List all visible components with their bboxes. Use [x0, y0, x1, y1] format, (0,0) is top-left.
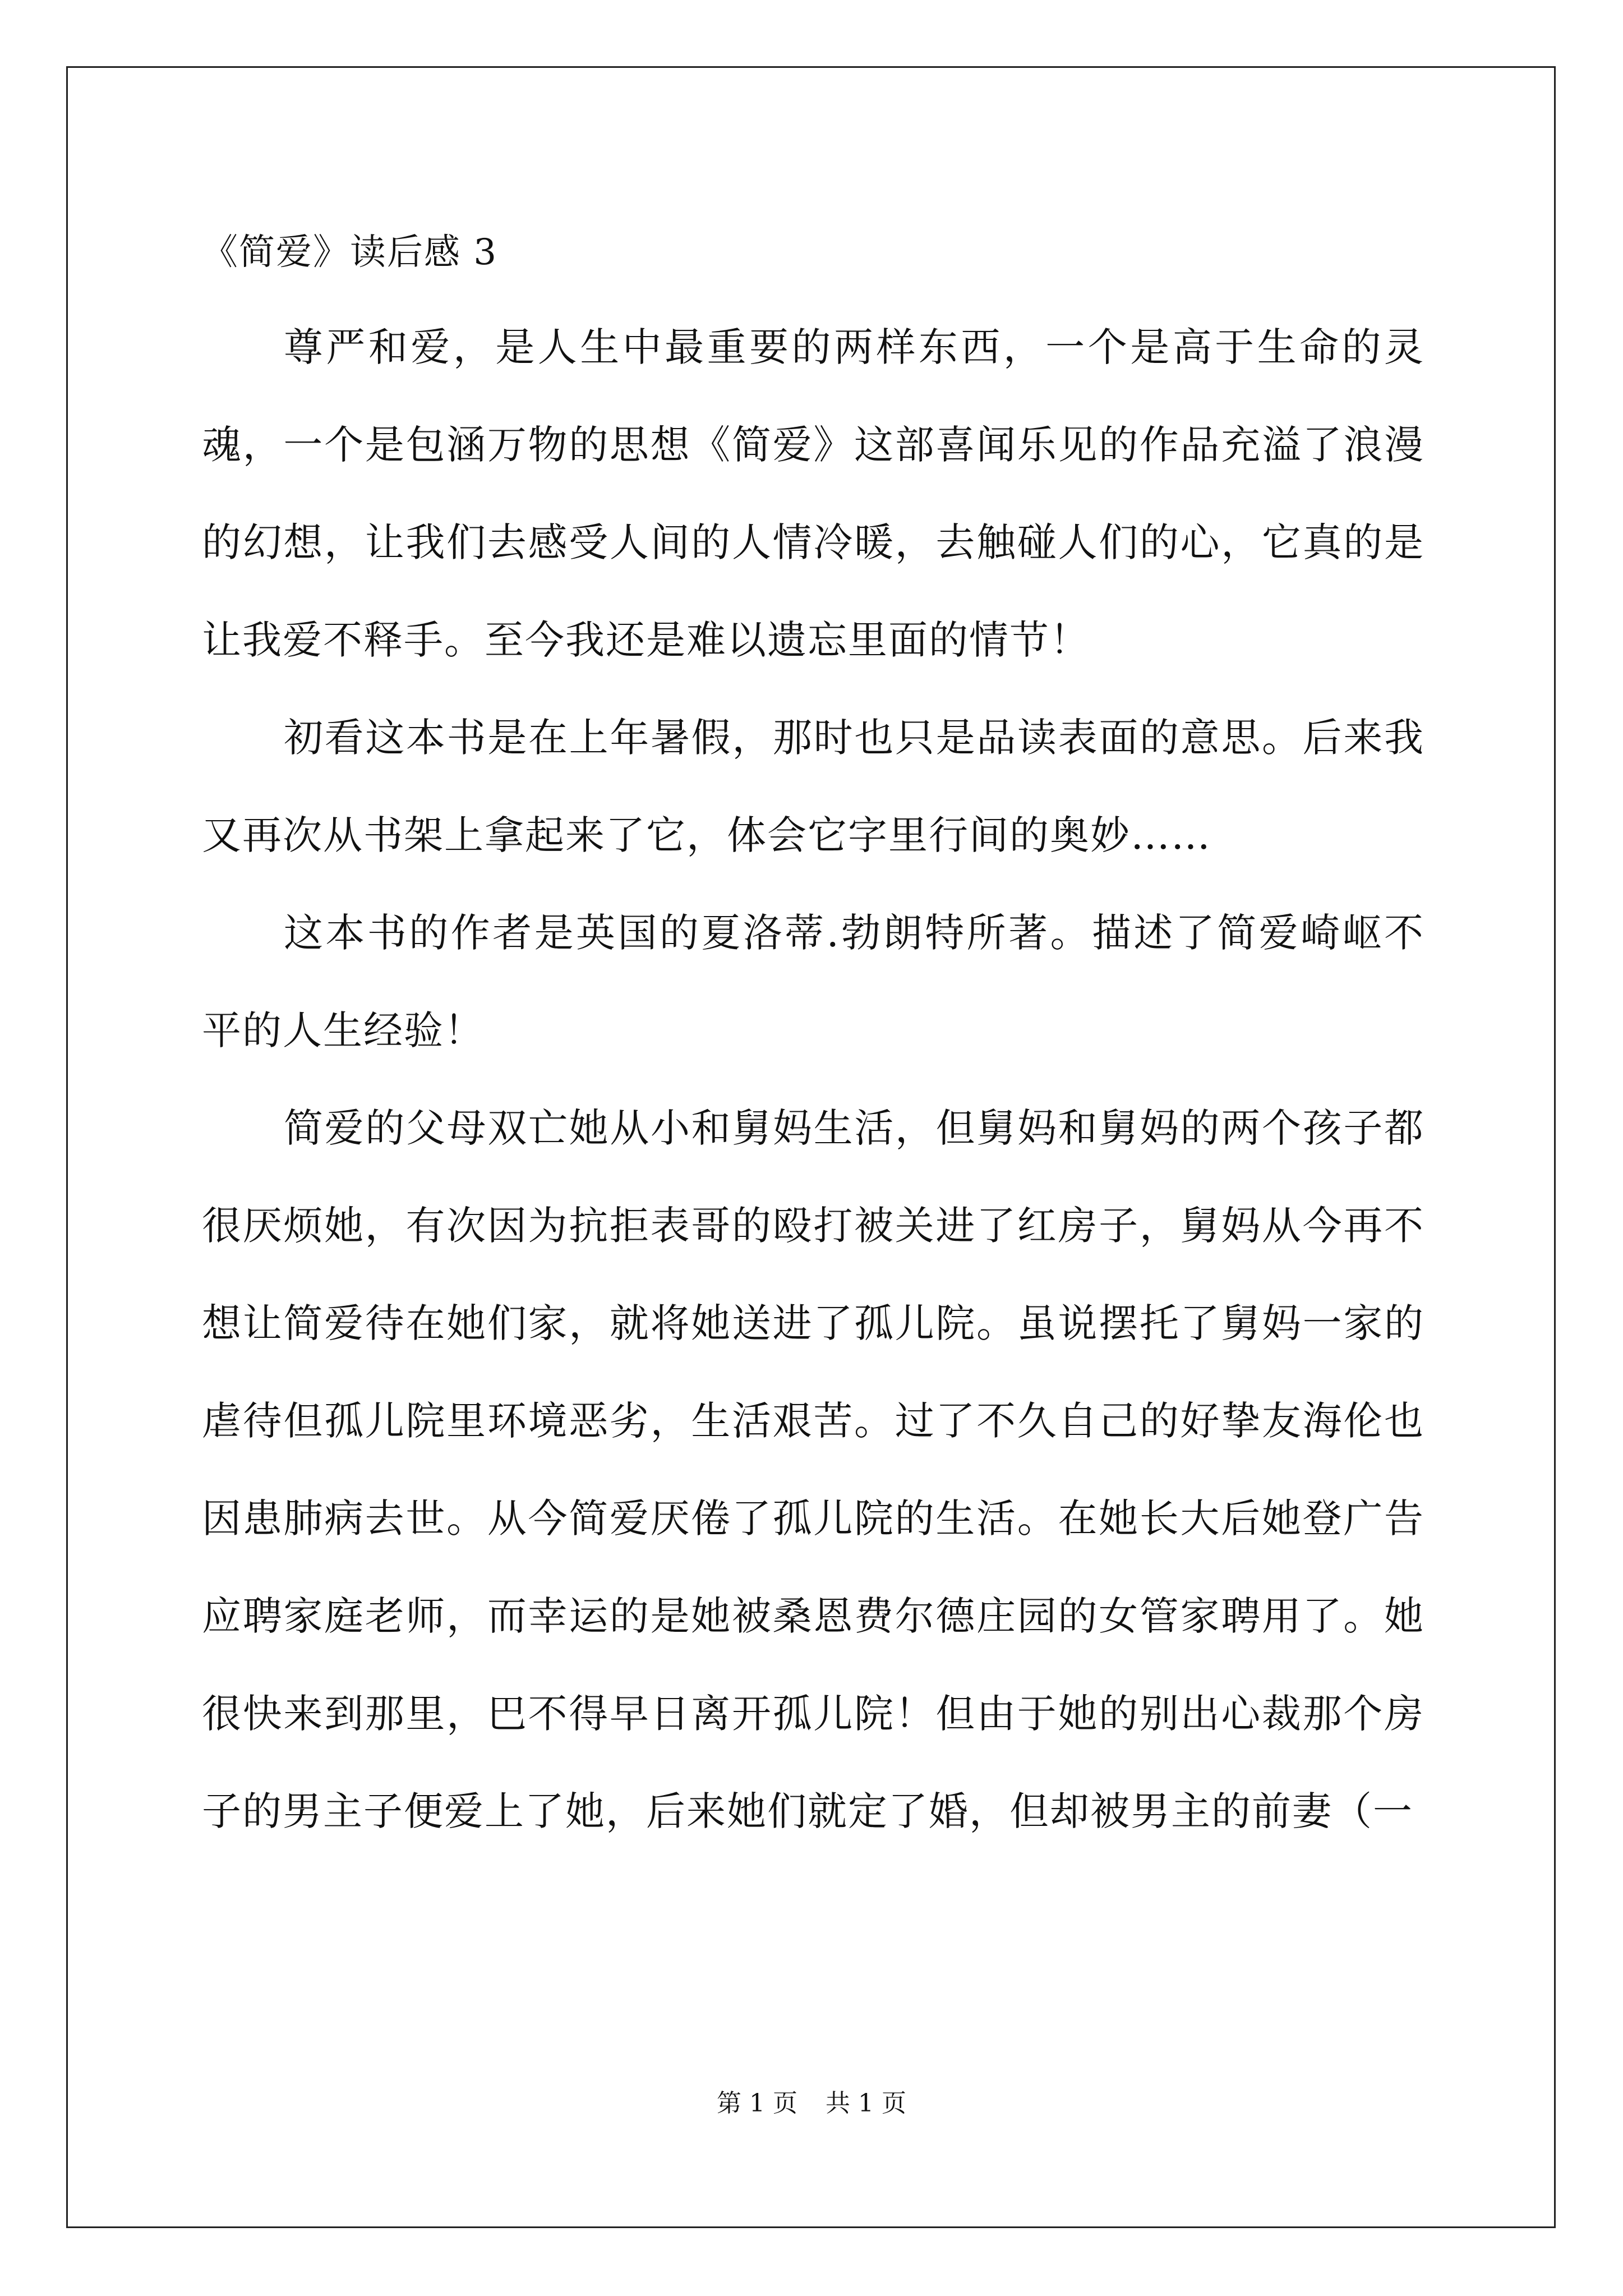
page-footer	[0, 2087, 1623, 2120]
page-total: 共 1 页	[826, 2089, 906, 2118]
document-title: 《简爱》读后感 3	[202, 232, 498, 273]
paragraph-2: 初看这本书是在上年暑假，那时也只是品读表面的意思。后来我又再次从书架上拿起来了它，体会它字里行间的奥妙……	[202, 715, 1424, 858]
paragraph-4: 简爱的父母双亡她从小和舅妈生活，但舅妈和舅妈的两个孩子都很厌烦她，有次因为抗拒表哥的殴打被关进了红房子，舅妈从今再不想让简爱待在她们家，就将她送进了孤儿院。虽说摆托了舅妈一家的虐待但孤儿院里环境恶劣，生活艰苦。过了不久自己的好挚友海伦也因患肺病去世。从今简爱厌倦了孤儿院的生活。在她长大后她登广告应聘家庭老师，而幸运的是她被桑恩费尔德庄园的女管家聘用了。她很快来到那里，巴不得早日离开孤儿院！但由于她的别出心裁那个房子的男主子便爱上了她，后来她们就定了婚，但却被男主的前妻（一	[202, 1105, 1424, 1834]
document-body	[202, 224, 1424, 1860]
page-number: 第 1 页	[717, 2089, 797, 2118]
paragraph-3: 这本书的作者是英国的夏洛蒂.勃朗特所著。描述了简爱崎岖不平的人生经验！	[202, 910, 1424, 1053]
paragraph-1: 尊严和爱，是人生中最重要的两样东西，一个是高于生命的灵魂，一个是包涵万物的思想《简爱》这部喜闻乐见的作品充溢了浪漫的幻想，让我们去感受人间的人情冷暖，去触碰人们的心，它真的是让我爱不释手。至今我还是难以遗忘里面的情节！	[202, 324, 1424, 663]
